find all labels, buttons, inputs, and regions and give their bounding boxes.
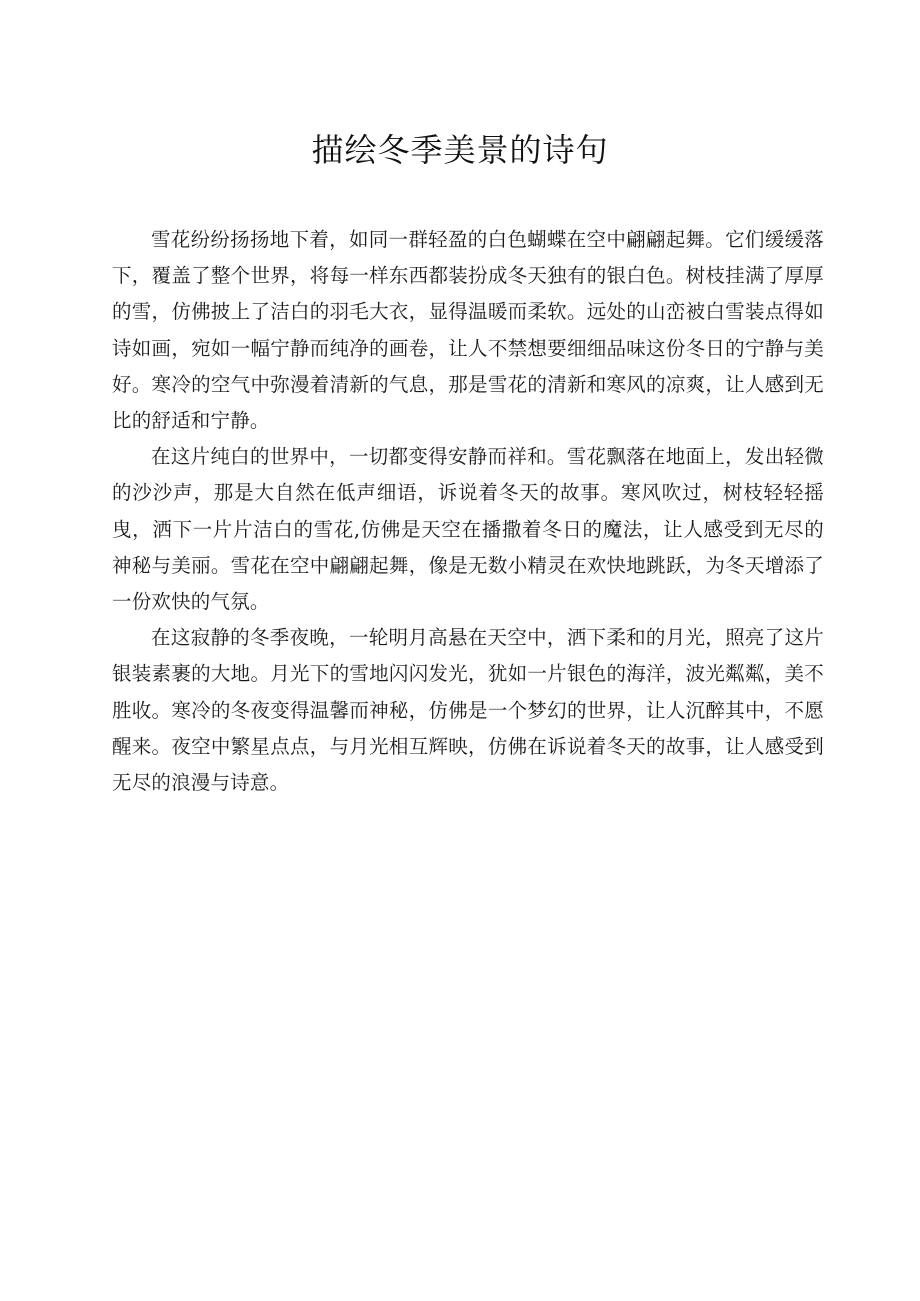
paragraph-2: 在这片纯白的世界中，一切都变得安静而祥和。雪花飘落在地面上，发出轻微的沙沙声，那是大自然在低声细语，诉说着冬天的故事。寒风吹过，树枝轻轻摇曳，洒下一片片洁白的雪花,仿佛是天空在播撒着冬日的魔法，让人感受到无尽的神秘与美丽。雪花在空中翩翩起舞，像是无数小精灵在欢快地跳跃，为冬天增添了一份欢快的气氛。 xyxy=(112,445,824,614)
paragraph-1: 雪花纷纷扬扬地下着，如同一群轻盈的白色蝴蝶在空中翩翩起舞。它们缓缓落下，覆盖了整个世界，将每一样东西都装扮成冬天独有的银白色。树枝挂满了厚厚的雪，仿佛披上了洁白的羽毛大衣，显得温暖而柔软。远处的山峦被白雪装点得如诗如画，宛如一幅宁静而纯净的画卷，让人不禁想要细细品味这份冬日的宁静与美好。寒冷的空气中弥漫着清新的气息，那是雪花的清新和寒风的凉爽，让人感到无比的舒适和宁静。 xyxy=(112,228,824,433)
document-body xyxy=(112,222,824,801)
page-title: 描绘冬季美景的诗句 xyxy=(311,131,609,169)
paragraph-3: 在这寂静的冬季夜晚，一轮明月高悬在天空中，洒下柔和的月光，照亮了这片银装素裹的大地。月光下的雪地闪闪发光，犹如一片银色的海洋，波光粼粼，美不胜收。寒冷的冬夜变得温馨而神秘，仿佛是一个梦幻的世界，让人沉醉其中，不愿醒来。夜空中繁星点点，与月光相互辉映，仿佛在诉说着冬天的故事，让人感受到无尽的浪漫与诗意。 xyxy=(112,626,824,795)
